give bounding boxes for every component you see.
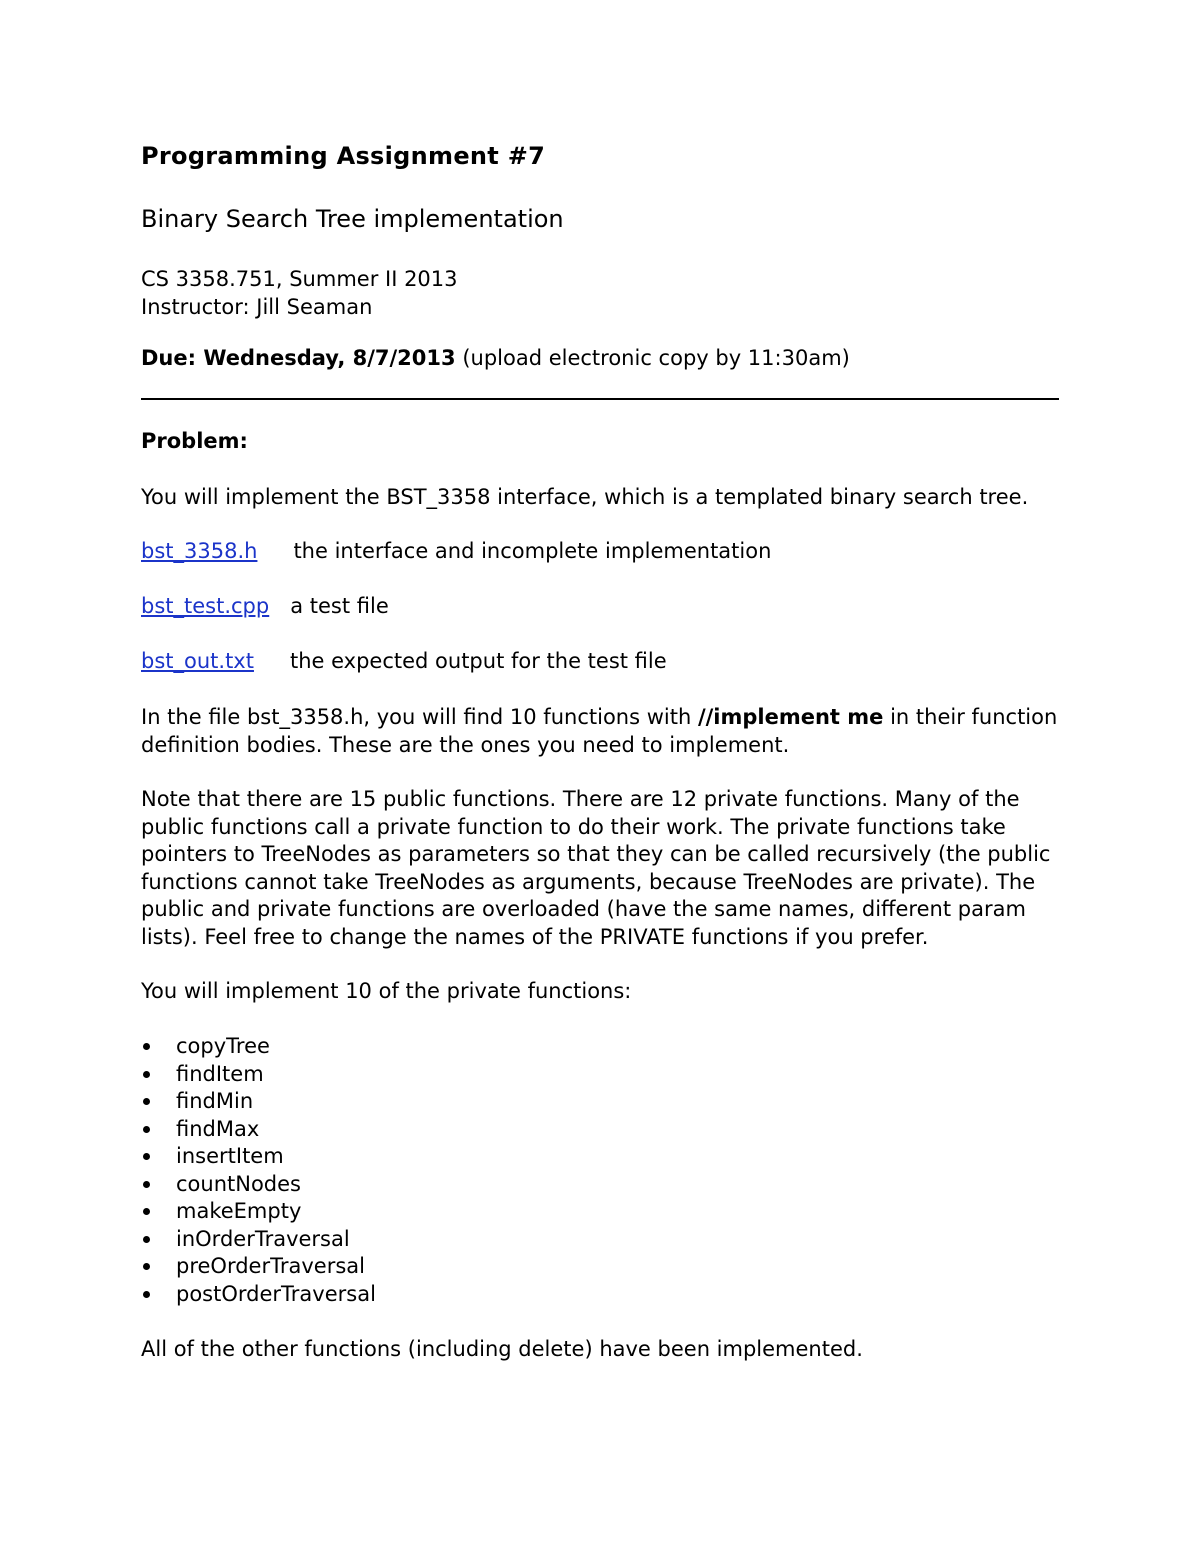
file-row-output bbox=[141, 649, 667, 673]
file-link-output[interactable]: bst_out.txt bbox=[141, 649, 254, 673]
bullet-icon bbox=[143, 1043, 150, 1050]
file-row-test bbox=[141, 594, 389, 618]
bullet-icon bbox=[143, 1071, 150, 1078]
closing-paragraph: All of the other functions (including delete) have been implemented. bbox=[141, 1337, 863, 1361]
implement-paragraph: In the file bst_3358.h, you will find 10 functions with //implement me in their function definition bodies. These are the ones you need to implement. bbox=[141, 705, 1058, 757]
list-item: inOrderTraversal bbox=[141, 1226, 376, 1254]
function-list bbox=[141, 1033, 376, 1308]
file-description-test: a test file bbox=[290, 594, 389, 618]
list-intro: You will implement 10 of the private functions: bbox=[141, 979, 632, 1003]
problem-heading: Problem: bbox=[141, 429, 248, 453]
list-item: findItem bbox=[141, 1061, 376, 1089]
list-item: preOrderTraversal bbox=[141, 1253, 376, 1281]
list-item: findMax bbox=[141, 1116, 376, 1144]
file-row-header bbox=[141, 539, 771, 563]
list-item: postOrderTraversal bbox=[141, 1281, 376, 1309]
file-description-header: the interface and incomplete implementation bbox=[293, 539, 772, 563]
bullet-icon bbox=[143, 1126, 150, 1133]
due-label: Due: Wednesday, 8/7/2013 bbox=[141, 346, 456, 370]
due-line bbox=[141, 346, 850, 370]
document-title: Programming Assignment #7 bbox=[141, 142, 546, 170]
horizontal-divider bbox=[141, 398, 1059, 400]
bullet-icon bbox=[143, 1263, 150, 1270]
intro-paragraph: You will implement the BST_3358 interface, which is a templated binary search tree. bbox=[141, 485, 1029, 509]
file-description-output: the expected output for the test file bbox=[289, 649, 667, 673]
due-note: (upload electronic copy by 11:30am) bbox=[455, 346, 850, 370]
bullet-icon bbox=[143, 1236, 150, 1243]
list-item: makeEmpty bbox=[141, 1198, 376, 1226]
course-line: CS 3358.751, Summer II 2013 bbox=[141, 267, 458, 291]
bullet-icon bbox=[143, 1098, 150, 1105]
course-info bbox=[141, 265, 458, 321]
bullet-icon bbox=[143, 1291, 150, 1298]
list-item: findMin bbox=[141, 1088, 376, 1116]
list-item: countNodes bbox=[141, 1171, 376, 1199]
bullet-icon bbox=[143, 1208, 150, 1215]
file-link-header[interactable]: bst_3358.h bbox=[141, 539, 258, 563]
bullet-icon bbox=[143, 1181, 150, 1188]
implement-marker: //implement me bbox=[697, 705, 884, 729]
list-item: copyTree bbox=[141, 1033, 376, 1061]
file-link-test[interactable]: bst_test.cpp bbox=[141, 594, 270, 618]
note-paragraph: Note that there are 15 public functions. There are 12 private functions. Many of the public functions call a private function to do their work. The private functions take pointers to TreeNodes as parameters so that they can be called recursively (the public functions cannot take TreeNodes as arguments, because TreeNodes are private). The public and private functions are overloaded (have the same names, different param lists). Feel free to change the names of the PRIVATE functions if you prefer. bbox=[141, 787, 1051, 949]
bullet-icon bbox=[143, 1153, 150, 1160]
list-item: insertItem bbox=[141, 1143, 376, 1171]
instructor-line: Instructor: Jill Seaman bbox=[141, 295, 373, 319]
document-subtitle: Binary Search Tree implementation bbox=[141, 205, 564, 233]
